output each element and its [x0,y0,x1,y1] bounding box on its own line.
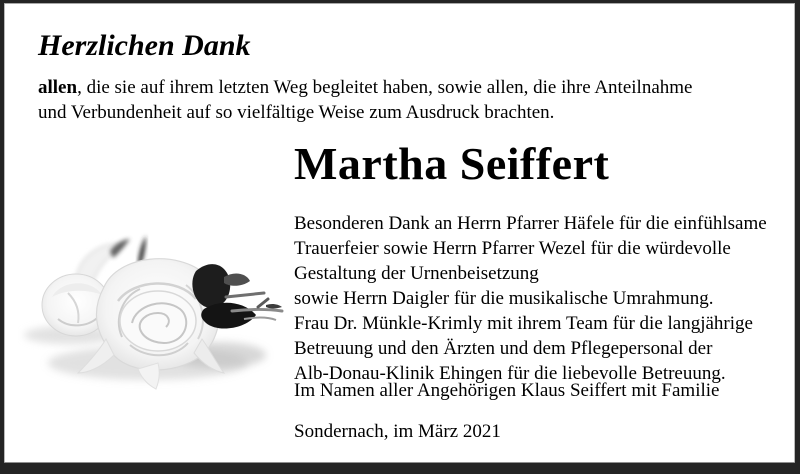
thanks-line: sowie Herrn Daigler für die musikalische Umrahmung. [294,288,714,309]
intro-line-2: und Verbundenheit auf so vielfältige Weise zum Ausdruck brachten. [38,102,555,123]
intro-line-1 [38,77,692,98]
thanks-line: Betreuung und den Ärzten und dem Pflegepersonal der [294,338,713,359]
place-and-date: Sondernach, im März 2021 [294,421,501,442]
thanks-line: Gestaltung der Urnenbeisetzung [294,263,539,284]
white-roses-image [18,227,290,403]
thanks-line: Besonderen Dank an Herrn Pfarrer Häfele für die einfühlsame [294,213,767,234]
deceased-name: Martha Seiffert [294,138,610,189]
thanks-paragraph [294,211,767,386]
thanks-line: Alb-Donau-Klinik Ehingen für die liebevolle Betreuung. [294,363,726,384]
closing-family-line: Im Namen aller Angehörigen Klaus Seiffert mit Familie [294,380,720,401]
thanks-line: Frau Dr. Münkle-Krimly mit ihrem Team für die langjährige [294,313,753,334]
intro-bold-word: allen [38,77,78,98]
intro-line-1-rest: , die sie auf ihrem letzten Weg begleitet haben, sowie allen, die ihre Anteilnahme [77,77,693,98]
thanks-line: Trauerfeier sowie Herrn Pfarrer Wezel für die würdevolle [294,238,731,259]
headline: Herzlichen Dank [38,29,251,62]
intro-paragraph [38,75,692,125]
